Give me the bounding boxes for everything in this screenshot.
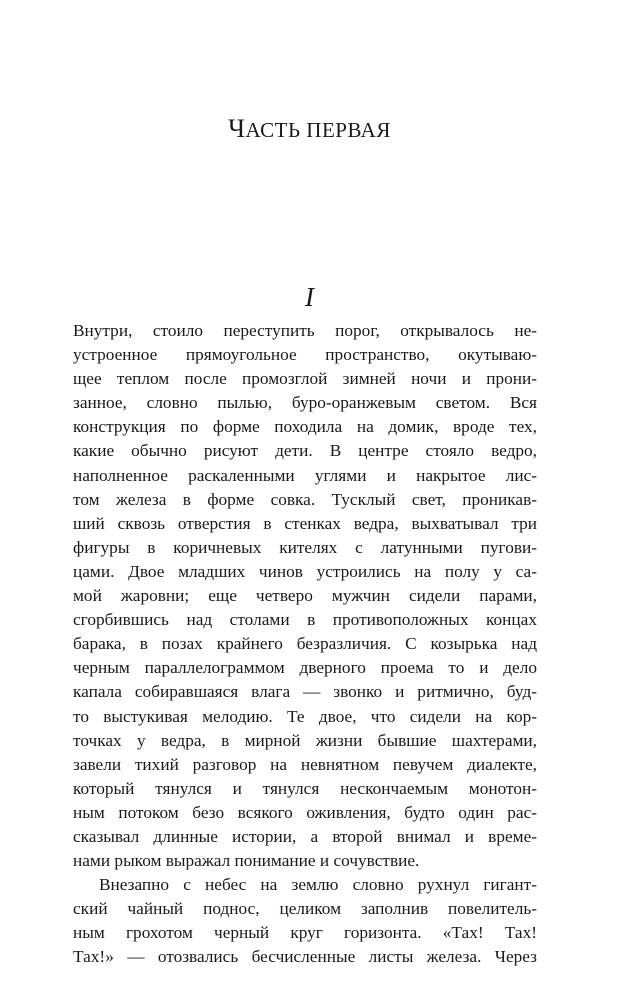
text-line: Тах!» — отозвались бесчисленные листы железа. Через xyxy=(73,947,537,967)
text-line: ным потоком безо всякого оживления, будто один рас- xyxy=(73,802,537,822)
part-title xyxy=(0,114,619,144)
text-line: том железа в форме совка. Тусклый свет, проникав- xyxy=(73,489,537,509)
text-line: то выстукивая мелодию. Те двое, что сидели на кор- xyxy=(73,706,537,726)
text-line: сгорбившись над столами в противоположных концах xyxy=(73,610,537,630)
text-line: нами рыком выражал понимание и сочувствие. xyxy=(73,851,420,871)
text-line: черным параллелограммом дверного проема то и дело xyxy=(73,658,537,678)
text-line: наполненное раскаленными углями и накрытое лис- xyxy=(73,465,537,485)
part-title-rest: АСТЬ ПЕРВАЯ xyxy=(245,118,391,142)
text-line: занное, словно пылью, буро-оранжевым светом. Вся xyxy=(73,393,537,413)
part-title-initial: Ч xyxy=(228,114,246,143)
chapter-number: I xyxy=(305,282,314,312)
text-line: Внезапно с небес на землю словно рухнул гигант- xyxy=(99,875,537,895)
text-line: мой жаровни; еще четверо мужчин сидели парами, xyxy=(73,586,537,606)
text-line: барака, в позах крайнего безразличия. С козырька над xyxy=(73,634,537,654)
text-line: Внутри, стоило переступить порог, открывалось не- xyxy=(73,321,537,340)
text-line: точках у ведра, в мирной жизни бывшие шахтерами, xyxy=(73,730,537,750)
text-line: ший сквозь отверстия в стенках ведра, выхватывал три xyxy=(73,513,537,533)
text-line: фигуры в коричневых кителях с латунными пугови- xyxy=(73,537,537,557)
text-line: капала собиравшаяся влага — звонко и ритмично, буд- xyxy=(73,682,537,702)
text-line: который тянулся и тянулся нескончаемым монотон- xyxy=(73,778,537,798)
body-text xyxy=(73,319,537,970)
text-line: ский чайный поднос, целиком заполнив повелитель- xyxy=(73,899,537,919)
text-line: сказывал длинные истории, а второй внимал и време- xyxy=(73,826,537,846)
text-line: конструкция по форме походила на домик, вроде тех, xyxy=(73,417,537,437)
text-line: завели тихий разговор на невнятном певучем диалекте, xyxy=(73,754,537,774)
text-line: устроенное прямоугольное пространство, окутываю- xyxy=(73,345,537,365)
text-line: щее теплом после промозглой зимней ночи и прони- xyxy=(73,369,537,389)
text-line: ным грохотом черный круг горизонта. «Тах! Тах! xyxy=(73,923,537,943)
text-line: цами. Двое младших чинов устроились на полу у са- xyxy=(73,561,537,581)
text-line: какие обычно рисуют дети. В центре стояло ведро, xyxy=(73,441,537,461)
